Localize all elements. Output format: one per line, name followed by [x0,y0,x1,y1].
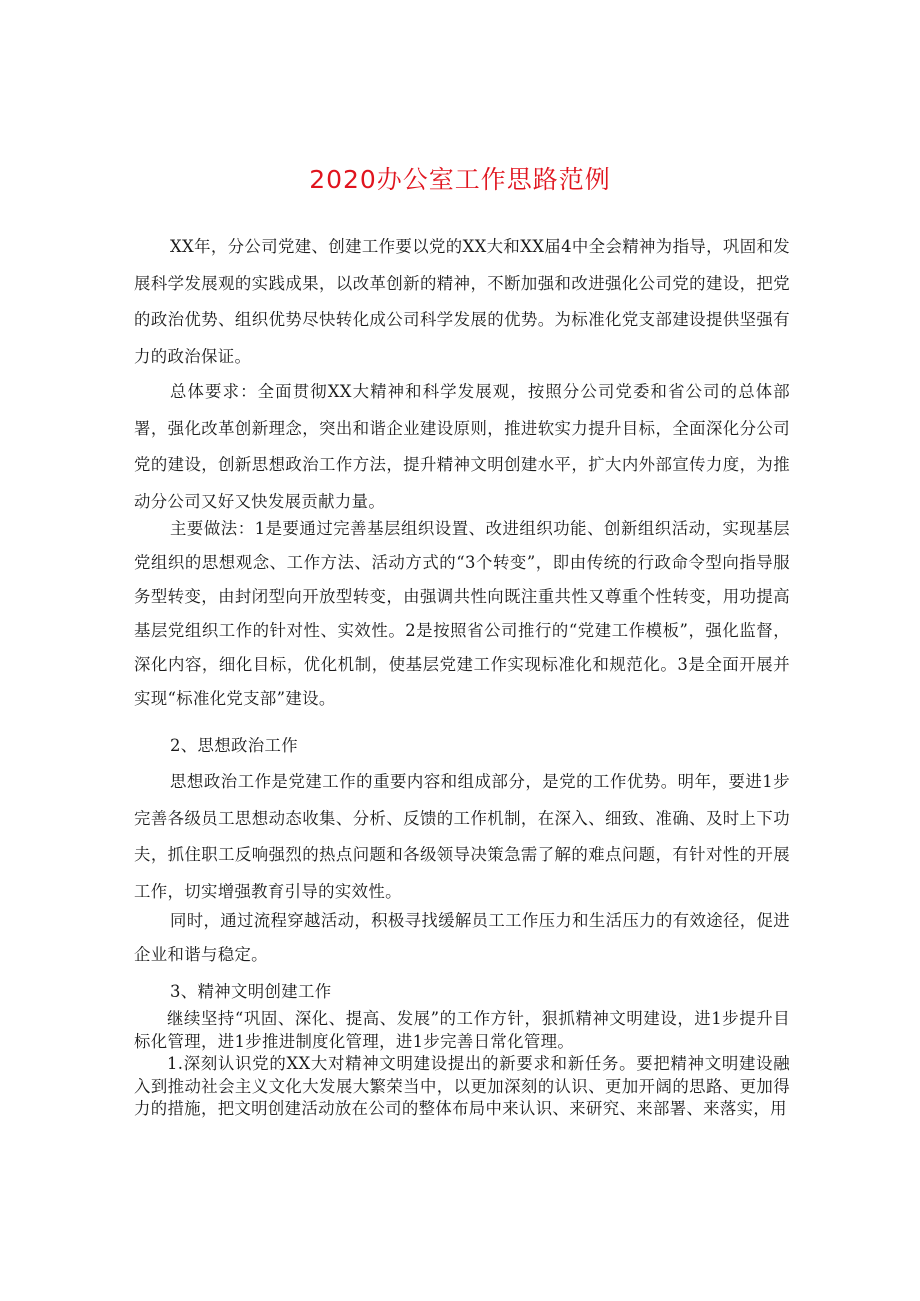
document-section-6 [134,904,790,972]
paragraph-intro: XX年，分公司党建、创建工作要以党的XX大和XX届4中全会精神为指导，巩固和发展科学发展观的实践成果，以改革创新的精神，不断加强和改进强化公司党的建设，把党的政治优势、组织优势尽快转化成公司科学发展的优势。为标准化党支部建设提供坚强有力的政治保证。 [134,237,790,366]
heading-spiritual-civilization: 3、精神文明创建工作 [170,982,332,1001]
document-section-1 [134,229,790,375]
document-section-8 [134,1008,790,1053]
paragraph-work-policy: 继续坚持“巩固、深化、提高、发展”的工作方针，狠抓精神文明建设，进1步提升目标化管理，进1步推进制度化管理，进1步完善日常化管理。 [134,1009,790,1051]
document-section-7 [134,974,790,1010]
document-section-2 [134,374,790,520]
document-section-5 [134,764,790,910]
document-section-4 [134,728,790,764]
paragraph-ideological-work: 思想政治工作是党建工作的重要内容和组成部分，是党的工作优势。明年，要进1步完善各级员工思想动态收集、分析、反馈的工作机制，在深入、细致、准确、及时上下功夫，抓住职工反响强烈的热点问题和各级领导决策急需了解的难点问题，有针对性的开展工作，切实增强教育引导的实效性。 [134,772,790,901]
paragraph-stability: 同时，通过流程穿越活动，积极寻找缓解员工工作压力和生活压力的有效途径，促进企业和谐与稳定。 [134,911,790,964]
paragraph-main-methods: 主要做法：1是要通过完善基层组织设置、改进组织功能、创新组织活动，实现基层党组织的思想观念、工作方法、活动方式的“3个转变”，即由传统的行政命令型向指导服务型转变，由封闭型向开放型转变，由强调共性向既注重共性又尊重个性转变，用功提高基层党组织工作的针对性、实效性。2是按照省公司推行的“党建工作模板”，强化监督，深化内容，细化目标，优化机制，使基层党建工作实现标准化和规范化。3是全面开展并实现“标准化党支部”建设。 [134,519,790,708]
heading-ideological-work: 2、思想政治工作 [170,736,298,755]
paragraph-overall-requirements: 总体要求：全面贯彻XX大精神和科学发展观，按照分公司党委和省公司的总体部署，强化改革创新理念，突出和谐企业建设原则，推进软实力提升目标，全面深化分公司党的建设，创新思想政治工作方法，提升精神文明创建水平，扩大内外部宣传力度，为推动分公司又好又快发展贡献力量。 [134,382,790,511]
document-section-9 [134,1053,790,1121]
page-title: 2020办公室工作思路范例 [309,165,611,194]
paragraph-new-requirements: 1.深刻认识党的XX大对精神文明建设提出的新要求和新任务。要把精神文明建设融入到推动社会主义文化大发展大繁荣当中，以更加深刻的认识、更加开阔的思路、更加得力的措施，把文明创建活动放在公司的整体布局中来认识、来研究、来部署、来落实，用 [134,1054,790,1118]
document-section-3 [134,512,790,716]
